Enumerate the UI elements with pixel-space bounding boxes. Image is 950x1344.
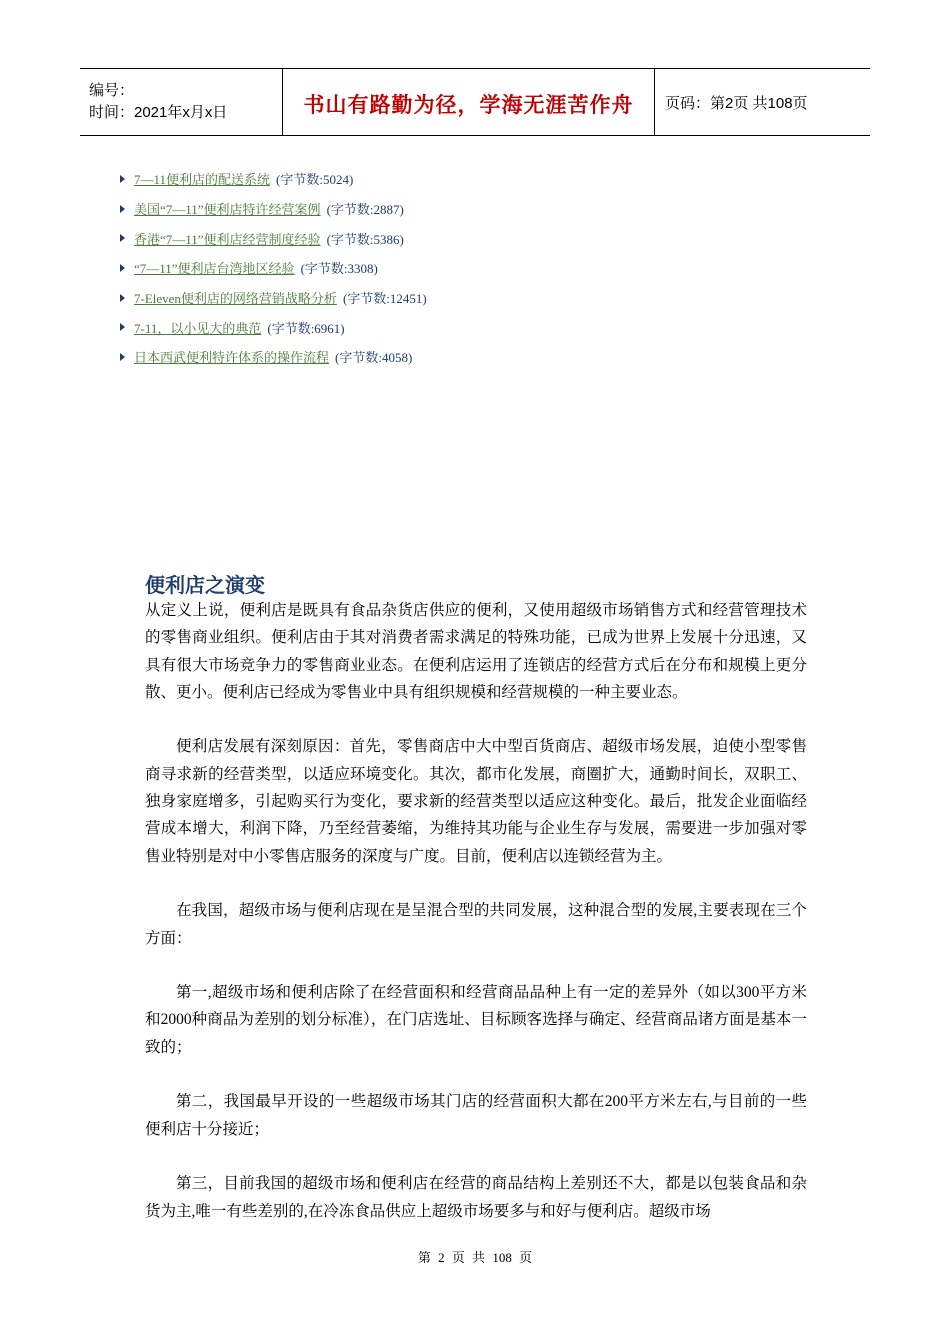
article-link[interactable]: 日本西武便利特许体系的操作流程 [134,350,330,366]
list-item [120,312,427,342]
paragraph: 第二，我国最早开设的一些超级市场其门店的经营面积大都在200平方米左右,与目前的一些便利店十分接近； [145,1093,807,1138]
triangle-bullet-icon [120,264,125,272]
paragraph: 在我国，超级市场与便利店现在是呈混合型的共同发展，这种混合型的发展,主要表现在三个方面： [145,902,807,947]
triangle-bullet-icon [120,205,125,213]
byte-count: (字节数:5386) [326,231,404,247]
paragraph: 从定义上说，便利店是既具有食品杂货店供应的便利，又使用超级市场销售方式和经营管理技术的零售商业组织。便利店由于其对消费者需求满足的特殊功能，已成为世界上发展十分迅速，又具有很大市场竞争力的零售商业业态。在便利店运用了连锁店的经营方式后在分布和规模上更分散、更小。便利店已经成为零售业中具有组织规模和经营规模的一种主要业态。 [145,602,807,701]
triangle-bullet-icon [120,323,125,331]
article-link[interactable]: 7-11，以小见大的典范 [134,320,262,336]
paragraph: 第一,超级市场和便利店除了在经营面积和经营商品品种上有一定的差异外（如以300平方米和2000种商品为差别的划分标准），在门店选址、目标顾客选择与确定、经营商品诸方面是基本一致的； [145,984,807,1056]
byte-count: (字节数:2887) [326,202,404,218]
byte-count: (字节数:3308) [300,261,378,277]
byte-count: (字节数:6961) [267,320,345,336]
article-link[interactable]: “7—11”便利店台湾地区经验 [134,261,295,277]
paragraph: 便利店发展有深刻原因：首先，零售商店中大中型百货商店、超级市场发展，迫使小型零售商寻求新的经营类型，以适应环境变化。其次，都市化发展，商圈扩大，通勤时间长，双职工、独身家庭增多，引起购买行为变化，要求新的经营类型以适应这种变化。最后，批发企业面临经营成本增大，利润下降，乃至经营萎缩，为维持其功能与企业生存与发展，需要进一步加强对零售业特别是对中小零售店服务的深度与广度。目前，便利店以连锁经营为主。 [145,738,807,865]
header-page-code-cell [655,69,870,135]
section-title: 便利店之演变 [145,573,265,597]
list-item [120,283,427,313]
related-articles-list [120,164,427,372]
header-page-code: 页码：第2页 共108页 [665,94,808,112]
list-item [120,253,427,283]
byte-count: (字节数:5024) [276,172,354,188]
article-link[interactable]: 7—11便利店的配送系统 [134,172,271,188]
article-link[interactable]: 7-Eleven便利店的网络营销战略分析 [134,291,337,307]
article-link[interactable]: 香港“7—11”便利店经营制度经验 [134,231,321,247]
byte-count: (字节数:12451) [342,291,427,307]
article-body [145,597,807,1225]
page-header [80,68,870,136]
triangle-bullet-icon [120,353,125,361]
header-motto: 书山有路勤为径，学海无涯苦作舟 [303,93,634,117]
byte-count: (字节数:4058) [335,350,413,366]
paragraph: 第三，目前我国的超级市场和便利店在经营的商品结构上差别还不大，都是以包装食品和杂货为主,唯一有些差别的,在冷冻食品供应上超级市场要多与和好与便利店。超级市场 [145,1175,807,1220]
list-item [120,164,427,194]
triangle-bullet-icon [120,294,125,302]
list-item [120,223,427,253]
header-meta [80,69,283,135]
triangle-bullet-icon [120,175,125,183]
header-motto-cell [283,69,655,135]
doc-number-label: 编号： [89,82,135,99]
article-link[interactable]: 美国“7—11”便利店特许经营案例 [134,202,321,218]
list-item [120,342,427,372]
triangle-bullet-icon [120,234,125,242]
doc-time-label: 时间：2021年x月x日 [89,104,228,121]
page-footer: 第 2 页 共 108 页 [417,1250,533,1265]
list-item [120,194,427,224]
